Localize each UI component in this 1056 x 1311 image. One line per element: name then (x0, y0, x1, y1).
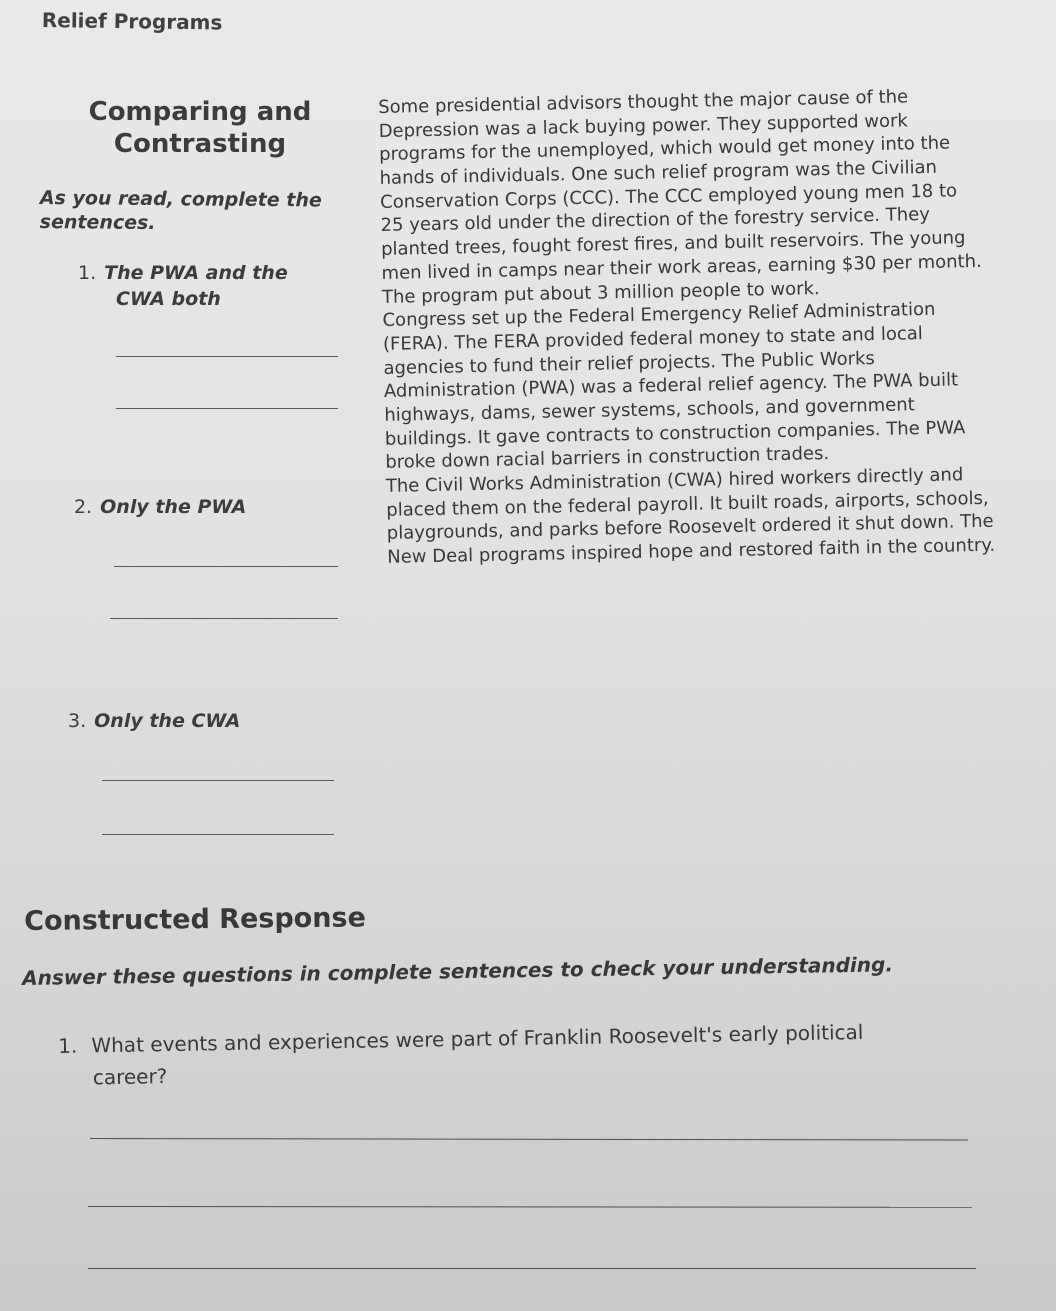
sidebar-title-line2: Contrasting (113, 129, 287, 159)
passage-line: Congress set up the Federal Emergency Relief Administration (382, 299, 936, 332)
answer-line-q2-a[interactable] (114, 566, 338, 567)
passage-line: Conservation Corps (CCC). The CCC employed young men 18 to (379, 180, 958, 213)
passage-line: (FERA). The FERA provided federal money to state and local (382, 322, 923, 355)
passage-line: New Deal programs inspired hope and restored faith in the country. (387, 534, 996, 568)
sidebar-question-3 (68, 708, 240, 734)
sidebar-question-2 (74, 494, 246, 520)
passage-line: planted trees, fought forest fires, and built reservoirs. The young (380, 227, 966, 261)
answer-line-q3-a[interactable] (102, 780, 334, 781)
sidebar-title (60, 96, 340, 160)
answer-line-cr1-b[interactable] (88, 1206, 972, 1208)
sidebar-title-line1: Comparing and (88, 97, 312, 127)
passage-line: playgrounds, and parks before Roosevelt ordered it shut down. The (386, 511, 994, 545)
page-header-title: Relief Programs (41, 8, 223, 35)
passage-line: men lived in camps near their work areas, earning $30 per month. (381, 250, 982, 284)
passage-line: highways, dams, sewer systems, schools, and government (384, 394, 915, 426)
question-text: Only the PWA (100, 496, 247, 518)
passage-line: Administration (PWA) was a federal relief agency. The PWA built (383, 369, 959, 403)
answer-line-q1-b[interactable] (116, 408, 338, 409)
passage-line: 25 years old under the direction of the forestry service. They (380, 204, 931, 237)
sidebar-instruction-line2: sentences. (39, 210, 156, 235)
question-text-cont: CWA both (116, 288, 221, 310)
constructed-response-instruction: Answer these questions in complete sentences to check your understanding. (22, 952, 894, 990)
answer-line-cr1-a[interactable] (90, 1138, 968, 1141)
question-number: 2. (74, 496, 93, 518)
question-text: Only the CWA (94, 710, 241, 732)
passage-line: Some presidential advisors thought the major cause of the (378, 86, 909, 118)
answer-line-q3-b[interactable] (102, 834, 334, 835)
passage-line: The Civil Works Administration (CWA) hired workers directly and (385, 464, 964, 497)
question-text: What events and experiences were part of Franklin Roosevelt's early political (91, 1019, 864, 1058)
passage-line: placed them on the federal payroll. It built roads, airports, schools, (386, 487, 989, 521)
question-text-cont: career? (92, 1064, 168, 1090)
answer-line-q2-b[interactable] (110, 618, 338, 619)
question-number: 3. (68, 710, 87, 732)
question-text: The PWA and the (104, 262, 288, 284)
answer-line-q1-a[interactable] (116, 356, 338, 357)
question-number: 1. (58, 1033, 78, 1058)
passage-line: agencies to fund their relief projects. The Public Works (383, 347, 876, 379)
constructed-response-question-1 (58, 1015, 939, 1094)
passage-line: programs for the unemployed, which would get money into the (378, 132, 951, 166)
constructed-response-title: Constructed Response (24, 902, 367, 937)
sidebar-question-1 (78, 260, 288, 312)
sidebar-instruction (40, 186, 340, 237)
answer-line-cr1-c[interactable] (88, 1268, 976, 1269)
passage-line: buildings. It gave contracts to construction companies. The PWA (384, 416, 966, 450)
reading-passage (378, 82, 1056, 570)
passage-line: broke down racial barriers in construction trades. (385, 443, 830, 474)
passage-line: Depression was a lack buying power. They supported work (378, 110, 909, 142)
passage-line: The program put about 3 million people to work. (381, 277, 820, 308)
sidebar-instruction-line1: As you read, complete the (39, 186, 322, 212)
question-number: 1. (78, 262, 97, 284)
passage-line: hands of individuals. One such relief program was the Civilian (379, 156, 938, 190)
